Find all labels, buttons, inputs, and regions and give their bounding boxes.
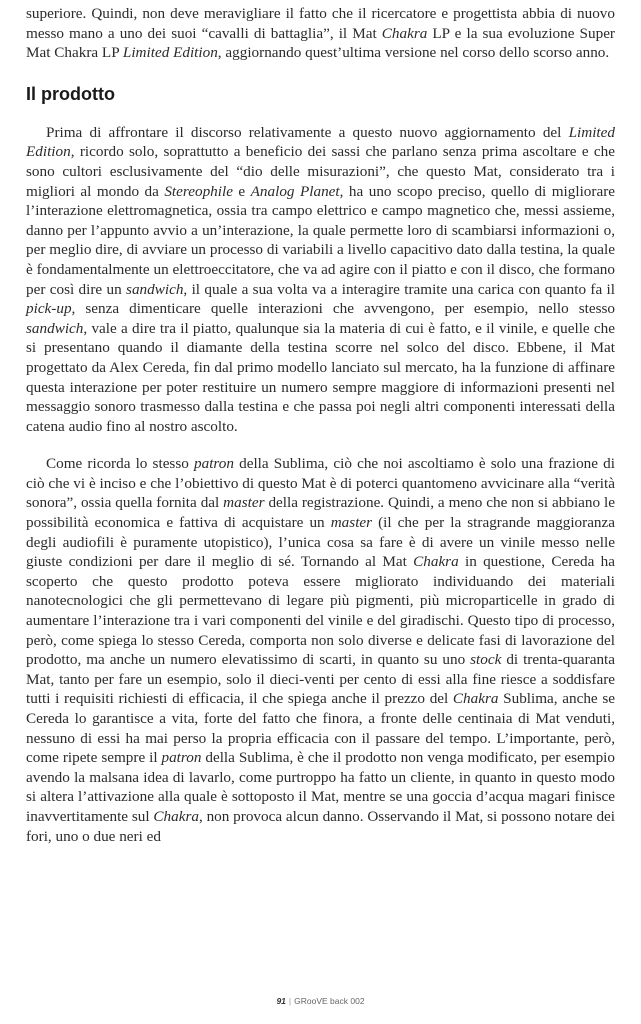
italic-run: Chakra [413, 553, 459, 571]
text-run: Prima di affrontare il discorso relativamente a questo nuovo aggiornamento del [46, 123, 569, 141]
footer-separator: | [288, 996, 292, 1006]
body-paragraph-1 [26, 123, 615, 437]
italic-run: sandwich [126, 280, 184, 298]
italic-run: Limited Edition [122, 44, 218, 62]
text-run: , il quale a sua volta va a interagire tramite una carica con quanto fa il [183, 280, 615, 298]
italic-run: patron [161, 749, 202, 767]
text-run: , senza dimenticare quelle interazioni che avvengono, per esempio, nello stesso [71, 300, 615, 318]
text-run: , non provoca alcun danno. Osservando il Mat, si possono notare dei fori, uno o due neri ed [26, 807, 615, 845]
italic-run: pick-up [26, 300, 72, 318]
section-heading: Il prodotto [26, 83, 115, 104]
italic-run: stock [470, 651, 502, 669]
text-run: , ricordo solo, soprattutto a beneficio dei sassi che parlano senza prima ascoltare e che sono cultori esclusivamente del “dio delle misurazioni”, che questo Mat, considerato tra i migliori al mondo da [26, 143, 615, 200]
article-page [26, 4, 615, 846]
page-footer [0, 996, 641, 1006]
text-run: Come ricorda lo stesso [46, 455, 195, 473]
italic-run: Limited Edition [26, 123, 615, 161]
paragraph-gap [26, 436, 615, 454]
text-run: , ha uno scopo preciso, quello di migliorare l’interazione elettromagnetica, ossia tra campo elettrico e campo magnetico che, messi assieme, danno per l’appunto avvio a un’interazione, la quale permette loro di scambiarsi informazioni o, per meglio dire, di avviare un processo di variabili a livello capacitivo dato dalla testina, la quale è fondamentalmente un elettroeccitatore, che va ad agire con il piatto e con il disco, che formano per così dire un [26, 182, 615, 298]
italic-run: Chakra [381, 24, 428, 42]
text-run: della Sublima, ciò che noi ascoltiamo è solo una frazione di ciò che vi è inciso e che l’obiettivo di questo Mat è di poterci quantomeno avvicinare alla “verità sonora”, ossia quella fornita dal [26, 455, 615, 512]
text-run: (il che per la stragrande maggioranza degli audiofili è puramente utopistico), l’unica cosa sa fare è di avere un vinile messo nelle giuste condizioni per dare il meglio di sé. Tornando al Mat [26, 514, 616, 571]
intro-paragraph [26, 4, 615, 63]
text-run: superiore. Quindi, non deve meravigliare il fatto che il ricercatore e progettista abbia di nuovo messo mano a uno dei suoi “cavalli di battaglia”, il Mat [26, 5, 615, 42]
italic-run: sandwich [26, 319, 84, 337]
italic-run: Chakra [153, 807, 199, 825]
italic-run: master [330, 514, 373, 532]
italic-run: Stereophile [164, 182, 233, 200]
page-number: 91 [276, 996, 286, 1006]
text-run: LP e la sua evoluzione Super Mat Chakra LP [26, 24, 615, 62]
italic-run: master [223, 494, 265, 512]
text-run: e [232, 182, 251, 200]
italic-run: Analog Planet [250, 182, 340, 200]
body-paragraph-2 [26, 454, 615, 846]
text-run: della Sublima, è che il prodotto non venga modificato, per esempio avendo la malsana idea di lavarlo, come purtroppo ha fatto un cliente, in quanto in questo modo si altera l’attivazione alla quale è sottoposto il Mat, mentre se una goccia d’acqua magari finisce inavvertitamente sul [26, 749, 615, 825]
italic-run: Chakra [452, 690, 499, 708]
text-run: Sublima, anche se Cereda lo garantisce a vita, forte del fatto che finora, a fronte delle centinaia di Mat venduti, nessuno di essi ha mai perso la propria efficacia con il passare del tempo. L’importante, però, come ripete sempre il [26, 690, 615, 767]
italic-run: patron [194, 455, 234, 473]
text-run: in questione, Cereda ha scoperto che questo prodotto poteva essere migliorato individuando dei materiali nanotecnologici che gli permettevano di legare più pigmenti, più microparticelle in grado di aumentare l’interazione tra i vari componenti del vinile e del giradischi. Questo tipo di processo, però, come spiega lo stesso Cereda, comporta non solo diverse e delicate fasi di lavorazione del prodotto, ma anche un numero elevatissimo di scarti, in quanto su uno [26, 553, 616, 669]
text-run: di trenta-quaranta Mat, tanto per fare un esempio, solo il dieci-venti per cento di essi alla fine riesce a soddisfare tutti i requisiti richiesti di efficacia, il che spiega anche il prezzo del [26, 651, 615, 708]
magazine-name: GRooVE back 002 [294, 996, 365, 1006]
text-run: , aggiornando quest’ultima versione nel corso dello scorso anno. [217, 44, 610, 62]
text-run: della registrazione. Quindi, a meno che non si abbiano le possibilità economica e fattiva di acquistare un [26, 494, 615, 532]
text-run: , vale a dire tra il piatto, qualunque sia la materia di cui è fatto, e il vinile, e quelle che si presentano quando il diamante della testina scorre nel solco del disco. Ebbene, il Mat progettato da Alex Cereda, fin dal primo modello lanciato sul mercato, ha la funzione di affinare questa interazione per poter restituire un numero sempre maggiore di informazioni presenti nel messaggio sonoro trasmesso dalla testina e che passa poi negli altri componenti interessati della catena audio fino al nostro ascolto. [26, 319, 615, 435]
